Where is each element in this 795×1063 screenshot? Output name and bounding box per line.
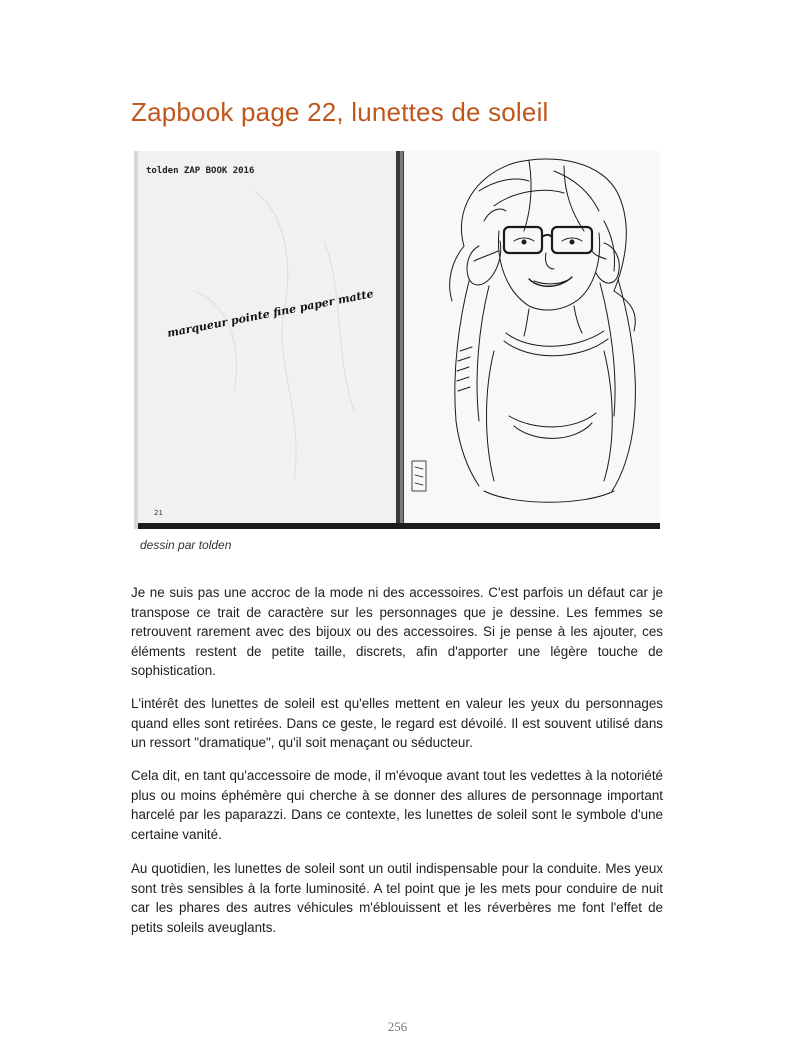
handwritten-note: marqueur pointe fine paper matte [166,287,375,340]
right-page [404,151,660,523]
page-number: 256 [387,1019,408,1034]
paragraph-1: Je ne suis pas une accroc de la mode ni des accessoires. C'est parfois un défaut car je transpose ce trait de caractère sur les personnages que je dessine. Les femmes se retrouvent rarement avec des bijoux ou des accessoires. Si je pense à les ajouter, ces éléments restent de petite taille, discrets, afin d'apporter une légère touche de sophistication. [131,585,663,679]
sketchbook-header: tolden ZAP BOOK 2016 [146,166,255,176]
left-page-number: 21 [154,509,163,517]
sketchbook-image [134,151,660,529]
paragraph-2: L'intérêt des lunettes de soleil est qu'elles mettent en valeur les yeux du personnages quand elles sont retirées. Dans ce geste, le regard est dévoilé. Il est souvent utilisé dans un ressort "dramatique", qu'il soit menaçant ou séducteur. [131,696,663,751]
image-caption: dessin par tolden [140,538,232,552]
page-title: Zapbook page 22, lunettes de soleil [131,97,549,127]
paragraph-3: Cela dit, en tant qu'accessoire de mode, il m'évoque avant tout les vedettes à la notoriété plus ou moins éphémère qui cherche à se donner des allures de personnage important harcelé par les paparazzi. Dans ce contexte, les lunettes de soleil sont le symbole d'une certaine vanité. [131,768,663,842]
paragraph-4: Au quotidien, les lunettes de soleil sont un outil indispensable pour la conduite. Mes yeux sont très sensibles à la forte luminosité. A tel point que je les mets pour conduire de nuit car les phares des autres véhicules m'éblouissent et les réverbères me font l'effet de petits soleils aveuglants. [131,861,663,935]
